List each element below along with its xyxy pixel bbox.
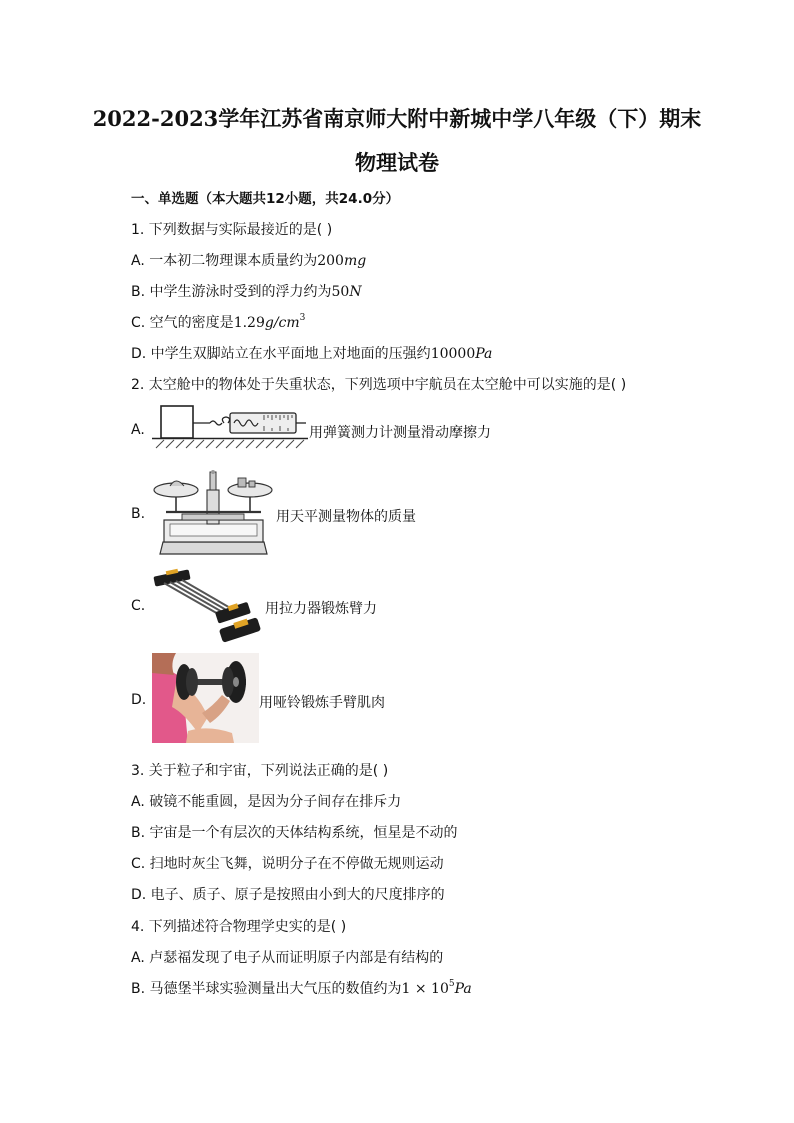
chest-expander-image bbox=[152, 567, 264, 643]
q1-option-b-text: B. 中学生游泳时受到的浮力约为 bbox=[131, 284, 332, 300]
q2-option-d-label: D. bbox=[131, 692, 147, 708]
q2-option-d-desc: 用哑铃锻炼手臂肌肉 bbox=[259, 695, 385, 711]
q4-option-b-value: $1 \times 10^5Pa$ bbox=[401, 979, 472, 997]
q1-option-c-value: $1.29g/cm^3$ bbox=[233, 313, 306, 331]
q3-option-c: C. 扫地时灰尘飞舞，说明分子在不停做无规则运动 bbox=[131, 856, 444, 872]
q1-option-b-value: 50N bbox=[331, 284, 362, 300]
dumbbell-photo bbox=[152, 653, 259, 743]
balance-scale-image bbox=[152, 468, 275, 556]
q3-option-a: A. 破镜不能重圆，是因为分子间存在排斥力 bbox=[131, 794, 402, 810]
q2-option-a-label: A. bbox=[131, 422, 145, 438]
q1-option-a-value: 200mg bbox=[317, 253, 367, 269]
q3-stem: 3. 关于粒子和宇宙，下列说法正确的是( ) bbox=[131, 763, 389, 779]
q3-option-d: D. 电子、质子、原子是按照由小到大的尺度排序的 bbox=[131, 887, 445, 903]
page-title-line1: 2022-2023学年江苏省南京师大附中新城中学八年级（下）期末 bbox=[92, 106, 702, 131]
q2-option-a-desc: 用弹簧测力计测量滑动摩擦力 bbox=[309, 425, 491, 441]
q2-option-c-label: C. bbox=[131, 598, 146, 614]
page-title-line2: 物理试卷 bbox=[355, 150, 439, 175]
q1-option-a bbox=[131, 250, 366, 270]
q1-stem: 1. 下列数据与实际最接近的是( ) bbox=[131, 222, 333, 238]
q2-option-b-label: B. bbox=[131, 506, 146, 522]
q1-option-d bbox=[131, 343, 492, 363]
q4-option-b bbox=[131, 978, 472, 998]
q2-stem: 2. 太空舱中的物体处于失重状态，下列选项中宇航员在太空舱中可以实施的是( ) bbox=[131, 377, 627, 393]
spring-scale-friction-image bbox=[152, 403, 310, 449]
q2-option-b-desc: 用天平测量物体的质量 bbox=[276, 509, 416, 525]
section-heading: 一、单选题（本大题共12小题，共24.0分） bbox=[131, 191, 400, 207]
q2-option-c-desc: 用拉力器锻炼臂力 bbox=[265, 601, 377, 617]
q4-option-b-text: B. 马德堡半球实验测量出大气压的数值约为 bbox=[131, 981, 402, 997]
q1-option-b bbox=[131, 281, 362, 301]
q3-option-b: B. 宇宙是一个有层次的天体结构系统，恒星是不动的 bbox=[131, 825, 458, 841]
q1-option-d-text: D. 中学生双脚站立在水平面地上对地面的压强约 bbox=[131, 346, 431, 362]
q1-option-c bbox=[131, 312, 305, 332]
q1-option-d-value: 10000Pa bbox=[430, 346, 493, 362]
q1-option-c-text: C. 空气的密度是 bbox=[131, 315, 234, 331]
q1-option-a-text: A. 一本初二物理课本质量约为 bbox=[131, 253, 318, 269]
q4-stem: 4. 下列描述符合物理学史实的是( ) bbox=[131, 919, 347, 935]
q4-option-a: A. 卢瑟福发现了电子从而证明原子内部是有结构的 bbox=[131, 950, 444, 966]
